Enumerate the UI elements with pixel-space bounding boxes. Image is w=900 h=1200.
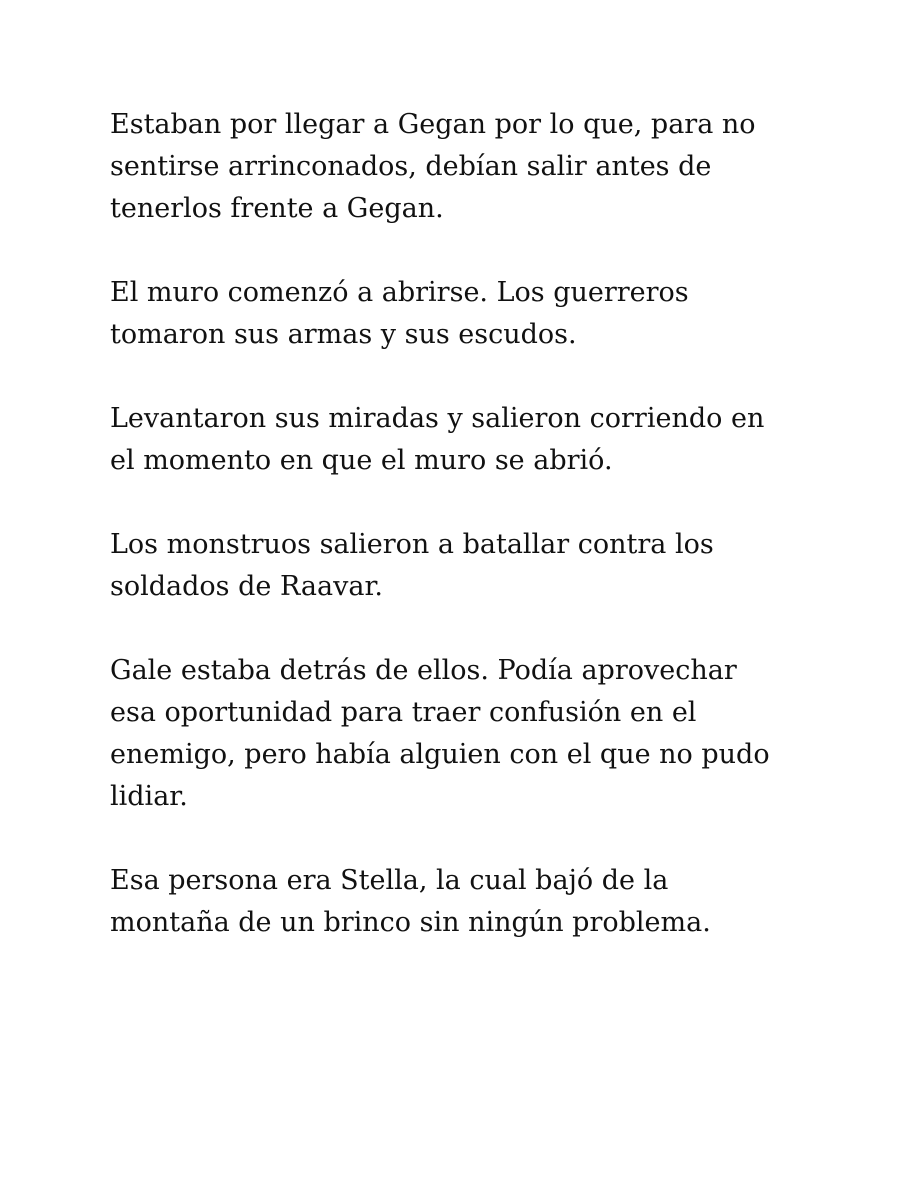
text-line: lidiar.: [110, 781, 188, 812]
paragraph-4: [110, 524, 810, 608]
text-line: enemigo, pero había alguien con el que no pudo: [110, 739, 770, 770]
text-line: montaña de un brinco sin ningún problema.: [110, 907, 711, 938]
text-line: Gale estaba detrás de ellos. Podía aprovechar: [110, 655, 737, 686]
paragraph-6: [110, 860, 810, 944]
paragraph-5: [110, 650, 810, 818]
paragraph-3: [110, 398, 810, 482]
text-line: El muro comenzó a abrirse. Los guerreros: [110, 277, 689, 308]
text-line: Levantaron sus miradas y salieron corriendo en: [110, 403, 765, 434]
text-line: tenerlos frente a Gegan.: [110, 193, 444, 224]
text-line: Esa persona era Stella, la cual bajó de la: [110, 865, 669, 896]
text-line: sentirse arrinconados, debían salir antes de: [110, 151, 712, 182]
paragraph-1: [110, 104, 810, 230]
text-line: el momento en que el muro se abrió.: [110, 445, 613, 476]
text-line: esa oportunidad para traer confusión en el: [110, 697, 697, 728]
text-line: soldados de Raavar.: [110, 571, 383, 602]
text-line: Estaban por llegar a Gegan por lo que, para no: [110, 109, 756, 140]
paragraph-2: [110, 272, 810, 356]
story-page: [110, 104, 810, 986]
text-line: Los monstruos salieron a batallar contra los: [110, 529, 714, 560]
text-line: tomaron sus armas y sus escudos.: [110, 319, 577, 350]
